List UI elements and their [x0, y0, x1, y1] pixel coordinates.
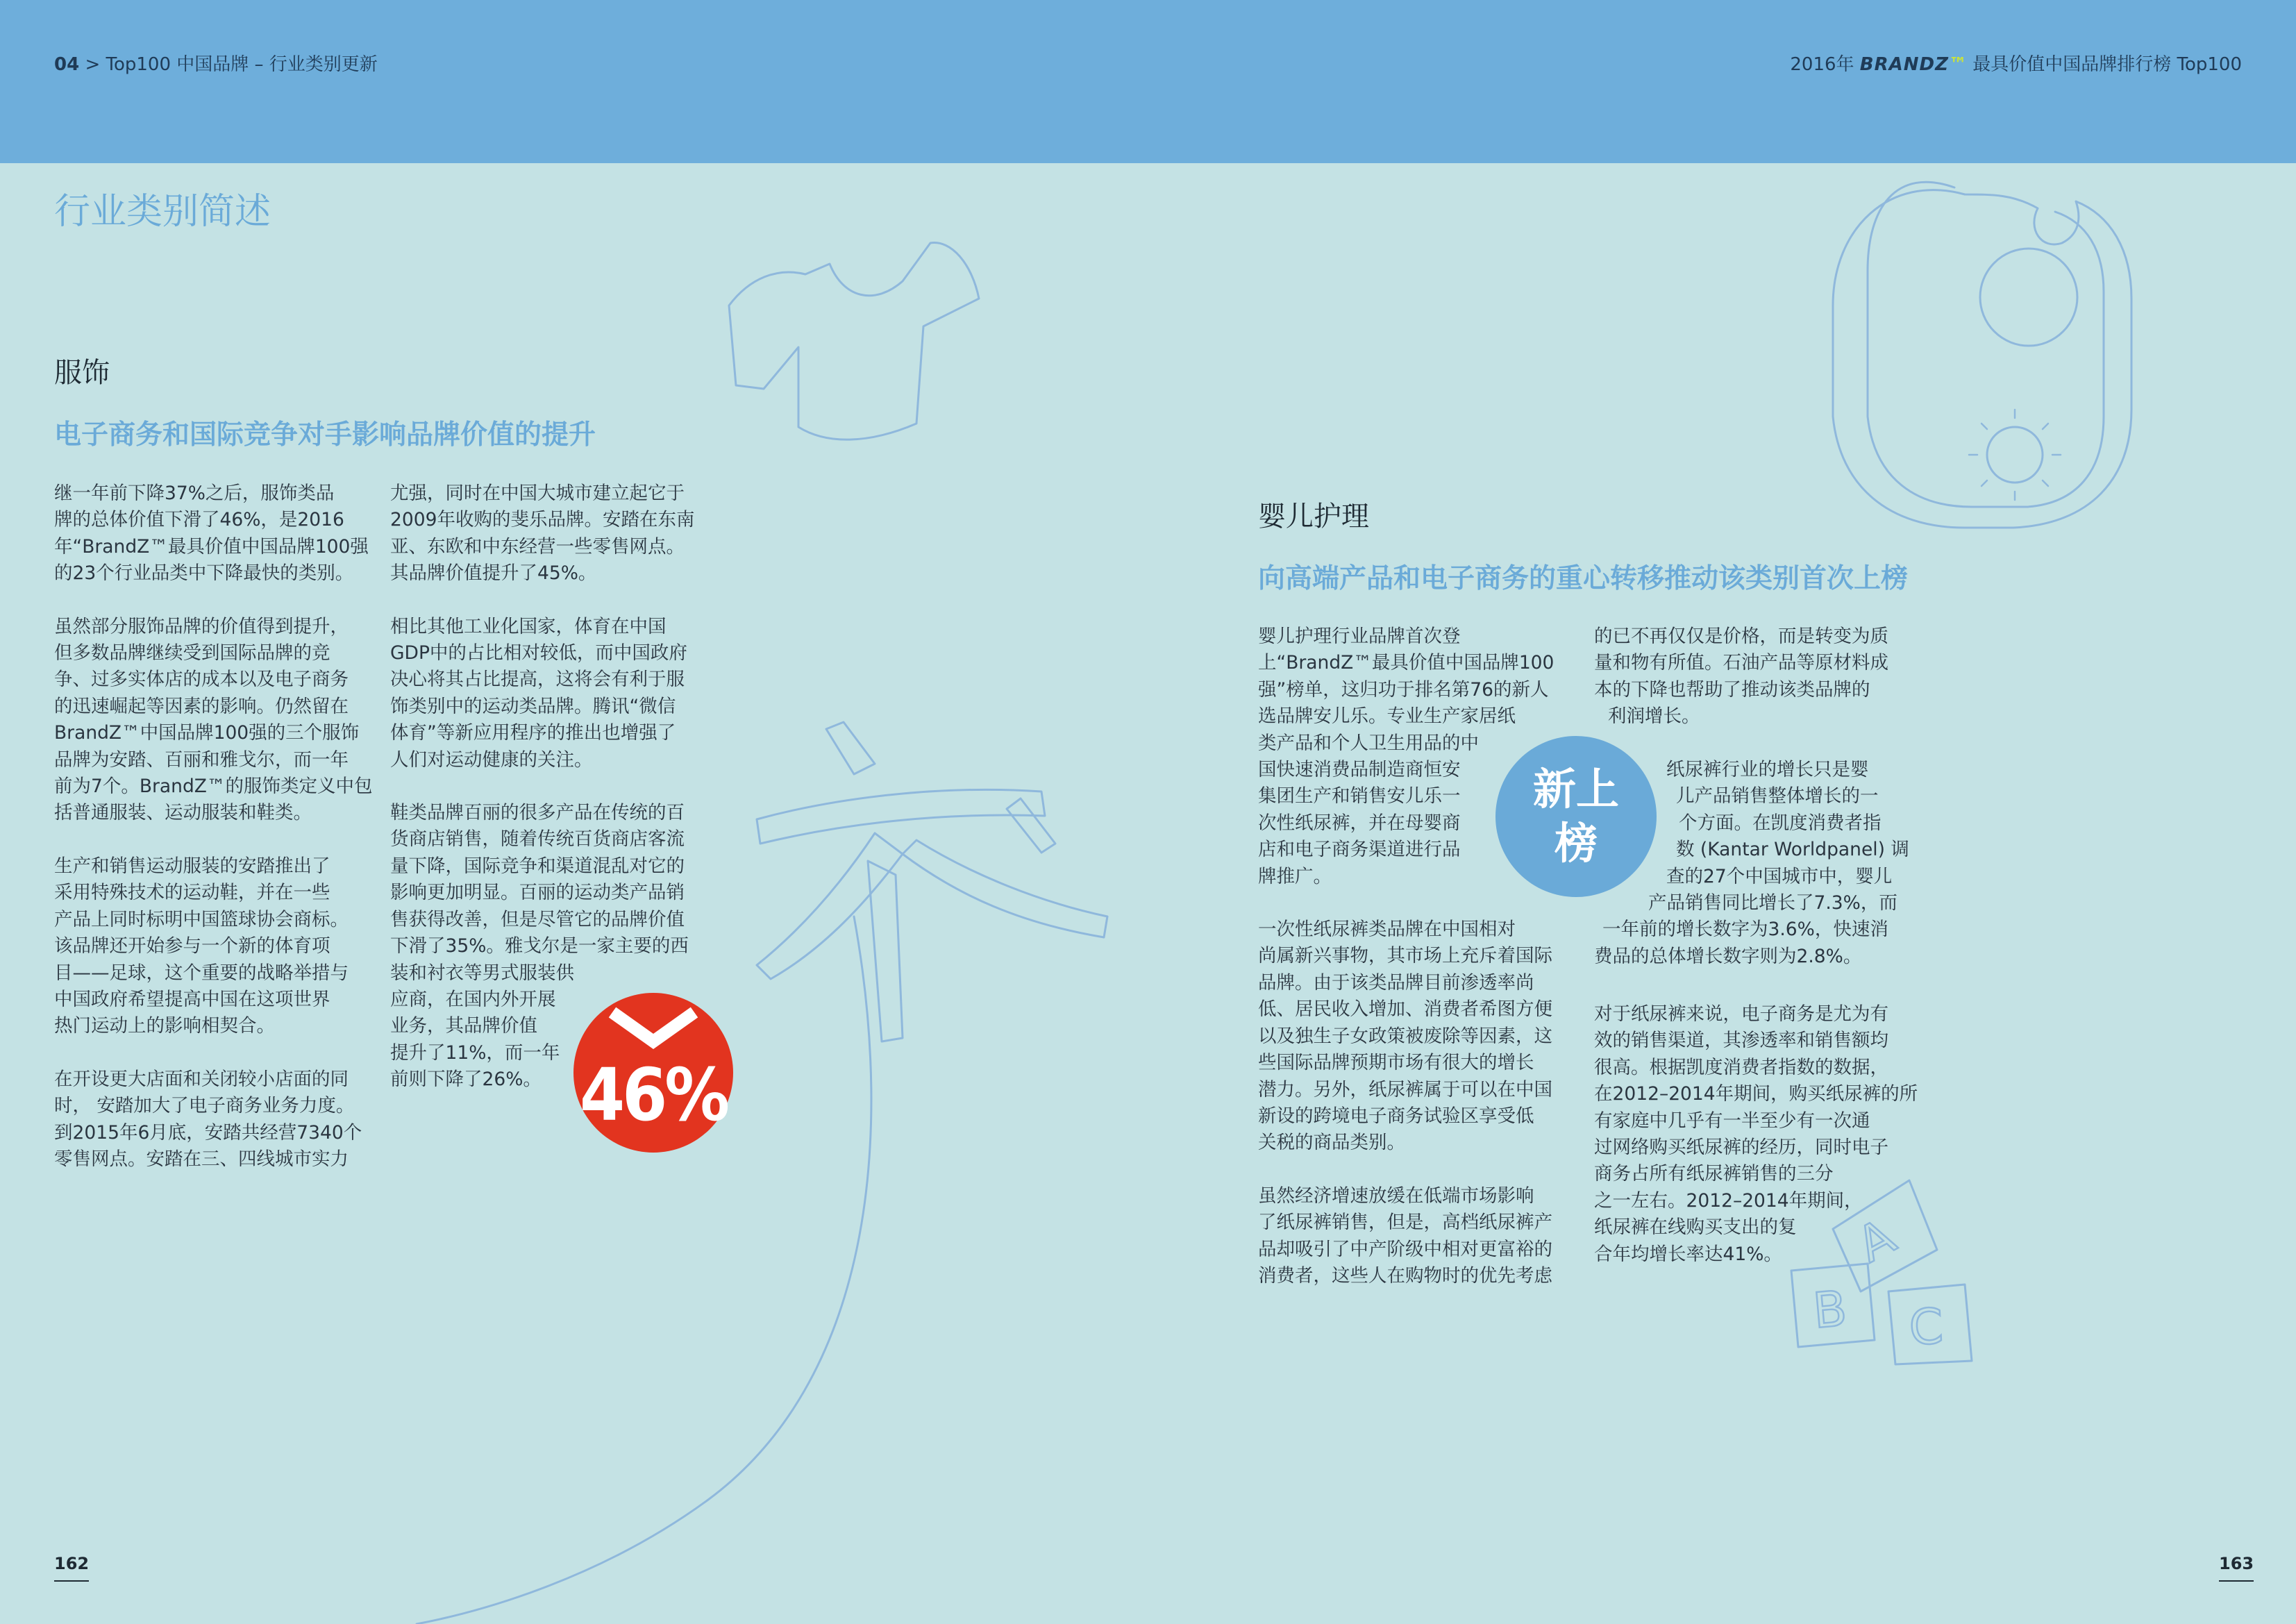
text-line: 有家庭中几乎有一半至少有一次通: [1594, 1110, 1870, 1132]
text-line: 目——足球，这个重要的战略举措与: [54, 962, 349, 984]
text-line: 在开设更大店面和关闭较小店面的同: [54, 1068, 349, 1090]
text-line: 虽然经济增速放缓在低端市场影响: [1258, 1184, 1534, 1207]
section-heading: 行业类别简述: [54, 191, 271, 233]
block-letter-c: C: [1907, 1298, 1945, 1357]
page-number-left: 162: [54, 1554, 89, 1582]
text-line: 过网络购买纸尿裤的经历，同时电子: [1594, 1137, 1888, 1159]
text-line: 商务占所有纸尿裤销售的三分: [1594, 1163, 1834, 1185]
text-line: GDP中的占比相对较低，而中国政府: [390, 642, 687, 664]
text-line: 费品的总体增长数字则为2.8%。: [1594, 945, 1862, 967]
baby-care-column-2-top: [1594, 623, 1888, 730]
apparel-title: 服饰: [54, 357, 110, 389]
text-line: 争、过多实体店的成本以及电子商务: [54, 669, 349, 691]
baby-care-column-1: [1258, 623, 1554, 1316]
text-line: 纸尿裤在线购买支出的复: [1594, 1216, 1797, 1239]
text-line: 影响更加明显。百丽的运动类产品销: [390, 882, 685, 904]
paragraph: [54, 1066, 372, 1173]
cloth-character-outline: [757, 722, 1107, 1041]
text-line: 该品牌还开始参与一个新的体育项: [54, 935, 330, 957]
text-line: 鞋类品牌百丽的很多产品在传统的百: [390, 802, 685, 824]
text-line: 2009年收购的斐乐品牌。安踏在东南: [390, 509, 695, 531]
new-entry-badge: [1495, 736, 1657, 897]
text-line: 品却吸引了中产阶级中相对更富裕的: [1258, 1238, 1552, 1260]
text-line: 时， 安踏加大了电子商务业务力度。: [54, 1095, 355, 1117]
text-line: 产品销售同比增长了7.3%，而: [1648, 892, 1897, 914]
text-line: 提升了11%，而一年: [390, 1041, 560, 1064]
header-year: 2016年: [1790, 54, 1854, 75]
text-line: 上“BrandZ™最具价值中国品牌100: [1258, 652, 1555, 674]
text-line: 选品牌安儿乐。专业生产家居纸: [1258, 705, 1516, 728]
text-line: 到2015年6月底，安踏共经营7340个: [54, 1121, 362, 1144]
text-line: 生产和销售运动服装的安踏推出了: [54, 855, 330, 877]
text-line: 采用特殊技术的运动鞋，并在一些: [54, 882, 330, 904]
block-letter-b: B: [1811, 1280, 1850, 1340]
baby-care-title: 婴儿护理: [1258, 501, 1369, 533]
text-line: BrandZ™中国品牌100强的三个服饰: [54, 722, 360, 744]
text-line: 纸尿裤行业的增长只是婴: [1666, 759, 1869, 780]
text-line: 消费者，这些人在购物时的优先考虑: [1258, 1264, 1552, 1287]
text-line: 类产品和个人卫生用品的中: [1258, 732, 1479, 754]
block-letter-a: A: [1847, 1207, 1904, 1274]
text-line: 饰类别中的运动类品牌。腾讯“微信: [390, 695, 676, 717]
text-line: 牌推广。: [1258, 865, 1332, 887]
text-line: 中国政府希望提高中国在这项世界: [54, 988, 330, 1010]
decline-percentage: 46%: [580, 1053, 727, 1137]
apparel-subtitle: 电子商务和国际竞争对手影响品牌价值的提升: [54, 419, 596, 451]
text-line: 亚、东欧和中东经营一些零售网点。: [390, 535, 685, 558]
text-line: 体育”等新应用程序的推出也增强了: [390, 722, 676, 744]
header-section-text: Top100 中国品牌 – 行业类别更新: [106, 54, 378, 75]
header-page-code: 04: [54, 54, 80, 75]
text-line: 热门运动上的影响相契合。: [54, 1015, 275, 1037]
text-line: 前为7个。BrandZ™的服饰类定义中包: [54, 776, 373, 798]
chevron-down-icon: [607, 1007, 700, 1055]
text-line: 在2012–2014年期间，购买纸尿裤的所: [1594, 1083, 1918, 1105]
text-line: 潜力。另外，纸尿裤属于可以在中国: [1258, 1078, 1552, 1100]
text-line: 一年前的增长数字为3.6%，快速消: [1602, 919, 1888, 941]
text-line: 利润增长。: [1608, 705, 1700, 728]
text-line: 的23个行业品类中下降最快的类别。: [54, 562, 354, 585]
text-line: 产品上同时标明中国篮球协会商标。: [54, 908, 349, 930]
text-line: 本的下降也帮助了推动该类品牌的: [1594, 678, 1870, 701]
text-line: 查的27个中国城市中，婴儿: [1666, 865, 1893, 887]
brandz-logo: BRANDZ: [1859, 54, 1949, 75]
paragraph: [1258, 916, 1554, 1157]
text-line: 货商店销售，随着传统百货商店客流: [390, 828, 685, 851]
paragraph: [1258, 1183, 1554, 1290]
text-line: 个方面。在凯度消费者指: [1679, 812, 1882, 834]
text-line: 关税的商品类别。: [1258, 1132, 1405, 1154]
paragraph: [54, 853, 372, 1040]
text-line: 的迅速崛起等因素的影响。仍然留在: [54, 695, 349, 717]
text-line: 零售网点。安踏在三、四线城市实力: [54, 1148, 349, 1170]
brandz-logo-mark: ™: [1948, 54, 1967, 75]
header-separator: >: [85, 54, 101, 75]
text-line: 对于纸尿裤来说，电子商务是尤为有: [1594, 1003, 1888, 1025]
text-line: 括普通服装、运动服装和鞋类。: [54, 802, 312, 824]
paragraph: [390, 480, 694, 587]
baby-care-subtitle: 向高端产品和电子商务的重心转移推动该类别首次上榜: [1258, 563, 1909, 594]
baby-care-column-2-bottom: [1594, 1001, 1918, 1268]
text-line: 装和衬衣等男式服装供: [390, 962, 574, 984]
text-line: 低、居民收入增加、消费者希图方便: [1258, 998, 1552, 1021]
text-line: 应商，在国内外开展: [390, 988, 556, 1010]
text-line: 品牌为安踏、百丽和雅戈尔，而一年: [54, 748, 349, 771]
text-line: 的已不再仅仅是价格，而是转变为质: [1594, 626, 1888, 647]
new-entry-badge-line-1: 新上: [1532, 764, 1619, 814]
text-line: 决心将其占比提高，这将会有利于服: [390, 669, 685, 691]
value-decline-badge: [573, 993, 733, 1153]
text-line: 强”榜单，这归功于排名第76的新人: [1258, 678, 1549, 701]
text-line: 新设的跨境电子商务试验区享受低: [1258, 1105, 1534, 1127]
text-line: 牌的总体价值下滑了46%，是2016: [54, 509, 344, 531]
new-entry-badge-line-2: 榜: [1554, 818, 1598, 869]
apparel-column-1: [54, 480, 372, 1199]
text-line: 以及独生子女政策被废除等因素，这: [1258, 1025, 1552, 1047]
text-line: 下滑了35%。雅戈尔是一家主要的西: [390, 935, 689, 957]
paragraph: [54, 480, 372, 587]
text-line: 些国际品牌预期市场有很大的增长: [1258, 1052, 1534, 1074]
text-line: 尚属新兴事物，其市场上充斥着国际: [1258, 945, 1552, 967]
text-line: 人们对运动健康的关注。: [390, 748, 593, 771]
text-line: 其品牌价值提升了45%。: [390, 562, 597, 585]
text-line: 前则下降了26%。: [390, 1069, 542, 1091]
text-line: 效的销售渠道，其渗透率和销售额均: [1594, 1030, 1888, 1052]
shirt-icon: [729, 243, 979, 440]
text-line: 儿产品销售整体增长的一: [1676, 785, 1879, 807]
text-line: 品牌。由于该类品牌目前渗透率尚: [1258, 971, 1534, 994]
text-line: 之一左右。2012–2014年期间，: [1594, 1189, 1863, 1212]
text-line: 继一年前下降37%之后，服饰类品: [54, 483, 335, 504]
text-line: 业务，其品牌价值: [390, 1015, 537, 1037]
text-line: 数 (Kantar Worldpanel) 调: [1676, 839, 1909, 861]
text-line: 婴儿护理行业品牌首次登: [1258, 626, 1461, 647]
text-line: 国快速消费品制造商恒安: [1258, 759, 1461, 781]
page-number-right: 163: [2219, 1554, 2254, 1582]
text-line: 一次性纸尿裤类品牌在中国相对: [1258, 919, 1516, 941]
text-line: 虽然部分服饰品牌的价值得到提升，: [54, 615, 349, 637]
text-line: 但多数品牌继续受到国际品牌的竞: [54, 642, 330, 664]
text-line: 了纸尿裤销售，但是，高档纸尿裤产: [1258, 1212, 1552, 1234]
text-line: 合年均增长率达41%。: [1594, 1243, 1782, 1265]
text-line: 集团生产和销售安儿乐一: [1258, 785, 1461, 807]
text-line: 尤强，同时在中国大城市建立起它于: [390, 483, 685, 504]
paragraph: [54, 614, 372, 827]
text-line: 售获得改善，但是尽管它的品牌价值: [390, 908, 685, 930]
text-line: 年“BrandZ™最具价值中国品牌100强: [54, 535, 369, 558]
text-line: 很高。根据凯度消费者指数的数据，: [1594, 1056, 1888, 1078]
text-line: 店和电子商务渠道进行品: [1258, 839, 1461, 861]
text-line: 相比其他工业化国家，体育在中国: [390, 615, 667, 637]
header-title-suffix: 最具价值中国品牌排行榜 Top100: [1972, 54, 2242, 75]
text-line: 量下降，国际竞争和渠道混乱对它的: [390, 855, 685, 877]
text-line: 量和物有所值。石油产品等原材料成: [1594, 652, 1888, 674]
paragraph: [390, 614, 694, 773]
text-line: 次性纸尿裤，并在母婴商: [1258, 812, 1461, 834]
